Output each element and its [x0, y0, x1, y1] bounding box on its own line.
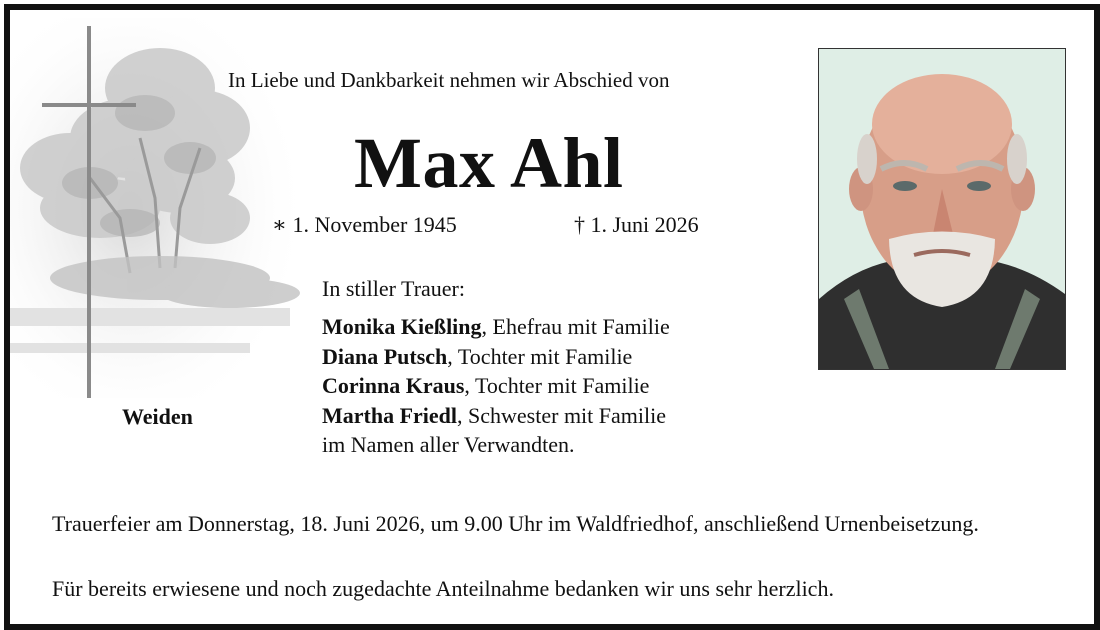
- mourner-relation: , Tochter mit Familie: [447, 343, 633, 369]
- mourner-item: [322, 401, 670, 431]
- intro-text: In Liebe und Dankbarkeit nehmen wir Abschied von: [228, 68, 670, 92]
- mourner-name: Monika Kießling: [322, 314, 482, 339]
- mourner-name: Diana Putsch: [322, 343, 448, 369]
- mourner-item: [322, 371, 670, 401]
- mourner-name: Martha Friedl: [322, 402, 458, 428]
- mourner-relation: , Schwester mit Familie: [457, 402, 666, 428]
- mourner-relation: , Ehefrau mit Familie: [481, 314, 670, 339]
- deceased-name: Max Ahl: [354, 123, 624, 203]
- mourner-name: Corinna Kraus: [322, 373, 465, 398]
- mourning-heading: In stiller Trauer:: [322, 276, 465, 301]
- portrait-photo: [818, 48, 1066, 370]
- birth-date: ∗ 1. November 1945: [272, 212, 457, 237]
- portrait-illustration: [819, 49, 1065, 369]
- mourner-item: [322, 342, 670, 372]
- mourners-closing: im Namen aller Verwandten.: [322, 432, 575, 457]
- place-name: Weiden: [122, 404, 193, 429]
- obituary-notice: [4, 4, 1100, 630]
- ceremony-info: Trauerfeier am Donnerstag, 18. Juni 2026, um 9.00 Uhr im Waldfriedhof, anschließend Urnenbeisetzung.: [52, 511, 979, 536]
- mourner-relation: , Tochter mit Familie: [464, 373, 650, 398]
- mourners-list: [322, 312, 670, 460]
- death-date: † 1. Juni 2026: [574, 212, 699, 237]
- thanks-text: Für bereits erwiesene und noch zugedachte Anteilnahme bedanken wir uns sehr herzlich.: [52, 576, 834, 601]
- mourner-item: [322, 312, 670, 342]
